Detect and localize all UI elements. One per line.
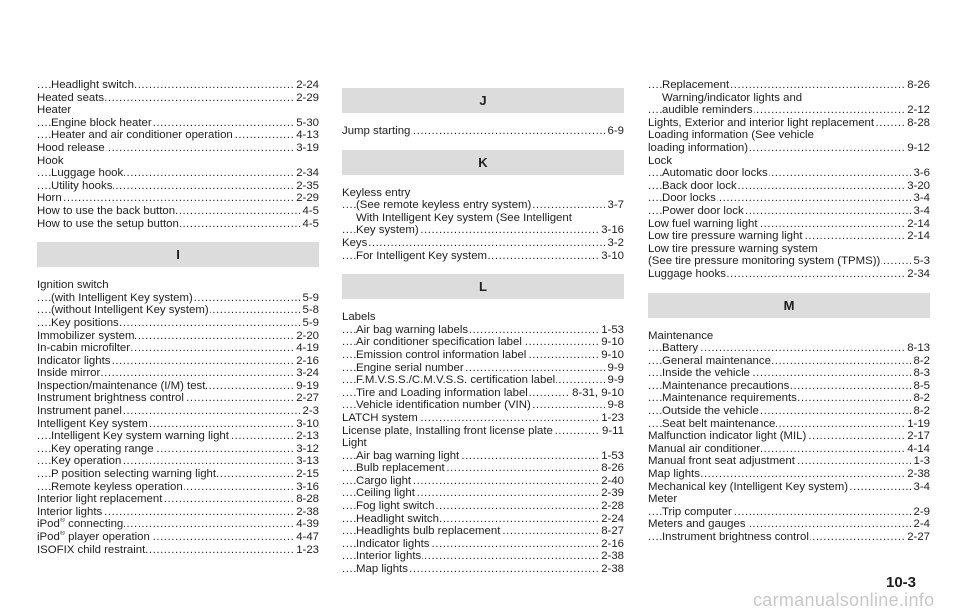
index-entry-text: Inspection/maintenance (I/M) test bbox=[37, 379, 206, 392]
index-entry-text: Ceiling light bbox=[356, 487, 415, 500]
index-entry-page: 9-8 bbox=[605, 399, 624, 412]
index-entry-page: 9-11 bbox=[599, 425, 624, 438]
index-entry[interactable] bbox=[342, 487, 624, 500]
index-entry-text: Keyless entry bbox=[342, 186, 411, 199]
index-entry-text: Labels bbox=[342, 311, 376, 324]
index-entry[interactable] bbox=[37, 342, 319, 355]
index-entry-page: 4-5 bbox=[300, 218, 319, 231]
index-entry-page: 3-10 bbox=[598, 250, 624, 263]
index-entry-page: 2-38 bbox=[598, 550, 624, 563]
index-entry-text: Heater bbox=[37, 104, 72, 117]
index-entry-page: 8-5 bbox=[911, 380, 930, 393]
index-entry[interactable] bbox=[342, 525, 624, 538]
index-entry[interactable] bbox=[648, 342, 930, 355]
index-entry-page: 8-26 bbox=[904, 79, 930, 92]
index-column-3 bbox=[648, 79, 930, 544]
index-entry-page: 2-9 bbox=[911, 506, 930, 519]
index-entry-page: 3-6 bbox=[911, 167, 930, 180]
index-entry-page: 2-16 bbox=[293, 355, 319, 368]
index-entry[interactable] bbox=[648, 142, 930, 155]
index-entry[interactable] bbox=[37, 292, 319, 305]
index-entry-text: Instrument panel bbox=[37, 405, 122, 418]
index-entry-page: 8-3 bbox=[911, 367, 930, 380]
index-entry[interactable] bbox=[648, 506, 930, 519]
index-entry-page: 4-14 bbox=[904, 443, 930, 456]
index-entry-text: Map lights bbox=[648, 468, 700, 481]
index-entry[interactable] bbox=[648, 405, 930, 418]
index-column-1 bbox=[37, 79, 319, 556]
index-entry-text: Maintenance requirements bbox=[662, 392, 797, 405]
index-entry[interactable] bbox=[37, 142, 319, 155]
index-entry-page: 8-28 bbox=[293, 493, 319, 506]
index-entry[interactable] bbox=[342, 336, 624, 349]
index-entry-text: Immobilizer system bbox=[37, 329, 135, 342]
index-entry[interactable] bbox=[648, 367, 930, 380]
index-entry-text: Maintenance bbox=[648, 329, 714, 342]
index-entry-text: Headlight switch bbox=[51, 79, 134, 91]
index-entry-text: Key system) bbox=[356, 224, 419, 237]
index-entry[interactable] bbox=[37, 430, 319, 443]
index-entry-page: 2-29 bbox=[293, 192, 319, 205]
index-entry-text: With Intelligent Key system (See Intelligent bbox=[356, 211, 572, 224]
index-entry-text: Engine block heater bbox=[51, 116, 152, 129]
index-entry-page: 2-34 bbox=[293, 167, 319, 180]
index-entry[interactable] bbox=[37, 443, 319, 456]
index-entry[interactable] bbox=[37, 167, 319, 180]
index-entry-page: 8-2 bbox=[911, 392, 930, 405]
index-entry[interactable] bbox=[342, 125, 624, 138]
index-entry-page: 1-53 bbox=[598, 450, 624, 463]
index-entry-text: Intelligent Key system bbox=[37, 417, 148, 430]
index-entry-text: Low fuel warning light bbox=[648, 217, 758, 230]
index-entry-page: 3-7 bbox=[605, 199, 624, 212]
index-entry-text: Meter bbox=[648, 493, 678, 506]
index-entry-text: Trip computer bbox=[662, 505, 732, 518]
index-entry-text: Light bbox=[342, 437, 367, 450]
index-entry-text: Mechanical key (Intelligent Key system) bbox=[648, 480, 849, 493]
index-entry[interactable] bbox=[648, 180, 930, 193]
index-entry-text: Air bag warning labels bbox=[356, 323, 469, 336]
index-entry-page: 2-38 bbox=[293, 506, 319, 519]
index-entry[interactable] bbox=[342, 450, 624, 463]
index-entry-page: 9-10 bbox=[598, 349, 624, 362]
index-entry-page: 8-28 bbox=[904, 117, 930, 130]
index-entry[interactable] bbox=[342, 224, 624, 237]
index-entry-page: 3-16 bbox=[293, 481, 319, 494]
index-entry-text: Map lights bbox=[356, 563, 408, 576]
index-entry[interactable] bbox=[342, 550, 624, 563]
index-entry-page: 3-13 bbox=[293, 455, 319, 468]
index-entry-page: 3-10 bbox=[293, 418, 319, 431]
index-entry-page: 2-38 bbox=[904, 468, 930, 481]
index-entry-text: Engine serial number bbox=[356, 361, 464, 374]
index-entry-page: 9-9 bbox=[605, 374, 624, 387]
index-entry[interactable] bbox=[648, 192, 930, 205]
index-entry-page: 2-12 bbox=[904, 104, 930, 117]
index-entry-text: Air bag warning light bbox=[356, 449, 460, 462]
page-number: 10-3 bbox=[886, 574, 917, 591]
index-entry[interactable] bbox=[342, 387, 624, 400]
index-entry-text: Horn bbox=[37, 192, 62, 205]
index-entry[interactable] bbox=[648, 243, 930, 256]
index-entry-page: 8-31, 9-10 bbox=[569, 387, 624, 400]
index-entry-page: 5-9 bbox=[300, 317, 319, 330]
index-entry[interactable] bbox=[37, 218, 319, 231]
index-entry[interactable] bbox=[648, 493, 930, 506]
index-entry-page: 2-34 bbox=[904, 268, 930, 281]
index-entry[interactable] bbox=[37, 205, 319, 218]
index-entry[interactable] bbox=[37, 117, 319, 130]
index-entry-text: Heater and air conditioner operation bbox=[51, 129, 233, 142]
index-entry[interactable] bbox=[648, 455, 930, 468]
index-entry-text: Bulb replacement bbox=[356, 462, 445, 475]
index-entry[interactable] bbox=[342, 462, 624, 475]
section-header-j: J bbox=[342, 88, 624, 113]
index-entry-text: Fog light switch bbox=[356, 500, 435, 513]
index-entry-text: Interior lights bbox=[356, 550, 422, 563]
index-entry-page: 2-27 bbox=[904, 531, 930, 544]
index-entry-page: 5-30 bbox=[293, 117, 319, 130]
index-entry[interactable] bbox=[342, 212, 624, 225]
index-entry[interactable] bbox=[37, 192, 319, 205]
index-entry-page: 9-10 bbox=[598, 336, 624, 349]
index-entry[interactable] bbox=[342, 412, 624, 425]
section-header-k: K bbox=[342, 150, 624, 175]
index-entry[interactable] bbox=[342, 425, 624, 438]
index-entry[interactable] bbox=[648, 392, 930, 405]
index-entry-page: 2-13 bbox=[293, 430, 319, 443]
index-entry-text: (See remote keyless entry system) bbox=[356, 199, 532, 212]
index-entry-page: 1-23 bbox=[293, 544, 319, 557]
index-entry-page: 2-14 bbox=[904, 230, 930, 243]
index-entry-text: Key positions bbox=[51, 316, 119, 329]
index-entry[interactable] bbox=[342, 250, 624, 263]
index-entry-page: 8-2 bbox=[911, 405, 930, 418]
index-entry-text: Heated seats bbox=[37, 91, 105, 104]
index-entry-text: Low tire pressure warning system bbox=[648, 242, 818, 255]
index-entry[interactable] bbox=[648, 518, 930, 531]
index-entry-page: 1-23 bbox=[598, 412, 624, 425]
index-entry-page: 2-17 bbox=[904, 430, 930, 443]
index-entry[interactable] bbox=[648, 117, 930, 130]
index-entry-page: 2-20 bbox=[293, 330, 319, 343]
index-entry[interactable] bbox=[37, 279, 319, 292]
index-entry[interactable] bbox=[342, 475, 624, 488]
index-entry-text: audible reminders bbox=[662, 104, 753, 117]
index-entry[interactable] bbox=[37, 380, 319, 393]
index-entry-text: (without Intelligent Key system) bbox=[51, 304, 209, 317]
index-entry[interactable] bbox=[648, 167, 930, 180]
index-entry-page: 2-35 bbox=[293, 180, 319, 193]
index-entry-page: 4-39 bbox=[293, 518, 319, 531]
index-entry-text: How to use the setup button bbox=[37, 217, 179, 230]
index-entry[interactable] bbox=[37, 367, 319, 380]
index-entry-page: 2-28 bbox=[598, 500, 624, 513]
index-entry-page: 8-2 bbox=[911, 355, 930, 368]
index-entry[interactable] bbox=[342, 187, 624, 200]
index-entry-text: Seat belt maintenance bbox=[662, 417, 776, 430]
index-entry-page: 2-4 bbox=[911, 518, 930, 531]
index-entry-text: Manual air conditioner bbox=[648, 442, 761, 455]
index-entry-page: 3-24 bbox=[293, 367, 319, 380]
index-entry-text: Remote keyless operation bbox=[51, 480, 183, 493]
index-entry-text: Luggage hook bbox=[51, 167, 124, 180]
index-entry[interactable] bbox=[342, 399, 624, 412]
index-entry[interactable] bbox=[37, 104, 319, 117]
index-entry-page: 3-4 bbox=[911, 192, 930, 205]
index-entry-page: 5-8 bbox=[300, 304, 319, 317]
index-entry[interactable] bbox=[648, 481, 930, 494]
watermark: carmanualsonline.info bbox=[753, 590, 935, 610]
index-entry-text: Power door lock bbox=[662, 204, 744, 217]
index-entry-text: Instrument brightness control bbox=[662, 531, 809, 543]
index-entry-text: Emission control information label bbox=[356, 348, 527, 361]
index-entry[interactable] bbox=[37, 493, 319, 506]
index-entry-page: 8-13 bbox=[904, 342, 930, 355]
index-entry-page: 9-9 bbox=[605, 362, 624, 375]
index-entry-page: 3-4 bbox=[911, 205, 930, 218]
index-entry-text: Hood release bbox=[37, 141, 105, 154]
index-entry-page: 8-26 bbox=[598, 462, 624, 475]
index-entry[interactable] bbox=[648, 104, 930, 117]
section-header-m: M bbox=[648, 293, 930, 318]
index-entry[interactable] bbox=[37, 392, 319, 405]
index-entry-text: Instrument brightness control bbox=[37, 392, 184, 405]
index-entry-text: (with Intelligent Key system) bbox=[51, 291, 193, 304]
index-entry-page: 3-16 bbox=[598, 224, 624, 237]
index-entry-page: 2-24 bbox=[598, 513, 624, 526]
index-entry-text: Key operating range bbox=[51, 442, 154, 455]
index-entry-page: 2-39 bbox=[598, 487, 624, 500]
index-entry[interactable] bbox=[342, 324, 624, 337]
index-entry[interactable] bbox=[648, 230, 930, 243]
index-entry[interactable] bbox=[37, 405, 319, 418]
index-entry-text: Malfunction indicator light (MIL) bbox=[648, 430, 807, 443]
index-entry[interactable] bbox=[648, 79, 930, 92]
index-entry-text: Loading information (See vehicle bbox=[648, 129, 814, 142]
index-entry-text: How to use the back button bbox=[37, 204, 176, 217]
index-entry[interactable] bbox=[37, 355, 319, 368]
index-entry[interactable] bbox=[648, 155, 930, 168]
index-entry-text: Interior light replacement bbox=[37, 493, 163, 506]
index-entry-page: 3-4 bbox=[911, 481, 930, 494]
section-header-i: I bbox=[37, 242, 319, 267]
index-entry[interactable] bbox=[648, 92, 930, 105]
index-entry-text: Automatic door locks bbox=[662, 167, 768, 180]
index-entry-page: 4-47 bbox=[293, 531, 319, 544]
index-entry[interactable] bbox=[648, 268, 930, 281]
index-entry[interactable] bbox=[37, 330, 319, 343]
index-entry-page: 1-3 bbox=[911, 455, 930, 468]
index-entry[interactable] bbox=[37, 418, 319, 431]
index-entry[interactable] bbox=[37, 481, 319, 494]
index-entry-page: 2-38 bbox=[598, 563, 624, 576]
index-entry-page: 1-53 bbox=[598, 324, 624, 337]
index-entry-page: 3-19 bbox=[293, 142, 319, 155]
index-entry-page: 3-2 bbox=[605, 237, 624, 250]
index-entry[interactable] bbox=[648, 443, 930, 456]
index-entry[interactable] bbox=[37, 79, 319, 92]
index-entry[interactable] bbox=[37, 468, 319, 481]
index-entry-text: Indicator lights bbox=[356, 537, 430, 550]
index-entry-page: 9-19 bbox=[293, 380, 319, 393]
index-entry-text: iPod® player operation bbox=[37, 531, 150, 543]
index-entry-text: Inside mirror bbox=[37, 367, 101, 380]
index-entry-text: Warning/indicator lights and bbox=[662, 91, 803, 104]
index-entry[interactable] bbox=[648, 205, 930, 218]
index-entry-page: 9-12 bbox=[904, 142, 930, 155]
index-entry-text: General maintenance bbox=[662, 354, 771, 367]
index-entry-text: Indicator lights bbox=[37, 354, 111, 367]
index-entry-text: Door locks bbox=[662, 192, 716, 205]
index-entry-text: (See tire pressure monitoring system (TPMS)) bbox=[648, 255, 881, 268]
index-entry[interactable] bbox=[342, 237, 624, 250]
index-entry-page: 4-5 bbox=[300, 205, 319, 218]
index-entry-text: Key operation bbox=[51, 455, 122, 468]
index-entry[interactable] bbox=[342, 349, 624, 362]
index-entry-text: P position selecting warning light bbox=[51, 468, 217, 481]
index-entry[interactable] bbox=[648, 380, 930, 393]
index-entry-page: 1-19 bbox=[904, 418, 930, 431]
index-entry-text: Interior lights bbox=[37, 505, 103, 518]
index-entry-text: Lights, Exterior and interior light replacement bbox=[648, 116, 875, 129]
index-entry[interactable] bbox=[342, 199, 624, 212]
index-entry[interactable] bbox=[37, 155, 319, 168]
index-entry[interactable] bbox=[342, 563, 624, 576]
index-entry-page: 2-27 bbox=[293, 392, 319, 405]
index-entry-text: Manual front seat adjustment bbox=[648, 455, 795, 468]
index-entry-page: 2-40 bbox=[598, 475, 624, 488]
index-entry[interactable] bbox=[342, 500, 624, 513]
index-entry-text: Low tire pressure warning light bbox=[648, 230, 803, 243]
index-entry[interactable] bbox=[37, 544, 319, 557]
section-header-l: L bbox=[342, 274, 624, 299]
index-entry[interactable] bbox=[342, 311, 624, 324]
index-entry[interactable] bbox=[342, 513, 624, 526]
index-entry-text: Tire and Loading information label bbox=[356, 386, 528, 399]
index-entry-text: Outside the vehicle bbox=[662, 405, 759, 418]
index-entry-text: Replacement bbox=[662, 79, 730, 91]
index-entry[interactable] bbox=[648, 468, 930, 481]
index-entry[interactable] bbox=[37, 317, 319, 330]
index-entry-page: 2-15 bbox=[293, 468, 319, 481]
index-entry[interactable] bbox=[342, 362, 624, 375]
index-entry-text: iPod® connecting bbox=[37, 518, 124, 531]
index-entry-text: Air conditioner specification label bbox=[356, 336, 522, 349]
index-entry-page: 3-20 bbox=[904, 180, 930, 193]
index-entry[interactable] bbox=[37, 518, 319, 531]
index-entry[interactable] bbox=[37, 531, 319, 544]
index-entry[interactable] bbox=[342, 374, 624, 387]
index-entry-page: 5-9 bbox=[300, 292, 319, 305]
index-entry-text: loading information) bbox=[648, 141, 749, 154]
index-entry-text: Luggage hooks bbox=[648, 267, 726, 280]
index-entry-page: 2-29 bbox=[293, 92, 319, 105]
index-entry-page: 4-19 bbox=[293, 342, 319, 355]
index-entry-page: 2-16 bbox=[598, 538, 624, 551]
index-entry-page: 2-3 bbox=[300, 405, 319, 418]
index-entry[interactable] bbox=[648, 218, 930, 231]
index-entry-text: For Intelligent Key system bbox=[356, 249, 488, 262]
index-entry[interactable] bbox=[648, 355, 930, 368]
index-entry-text: Battery bbox=[662, 342, 699, 355]
index-entry[interactable] bbox=[37, 455, 319, 468]
index-entry-text: Cargo light bbox=[356, 474, 412, 487]
index-entry-text: Inside the vehicle bbox=[662, 367, 751, 380]
index-entry[interactable] bbox=[648, 430, 930, 443]
index-entry[interactable] bbox=[37, 92, 319, 105]
index-entry[interactable] bbox=[37, 129, 319, 142]
index-entry[interactable] bbox=[37, 304, 319, 317]
index-entry-text: Headlight switch bbox=[356, 512, 439, 525]
index-entry-page: 5-3 bbox=[911, 255, 930, 268]
index-entry-text: LATCH system bbox=[342, 411, 418, 424]
index-entry-page: 8-27 bbox=[598, 525, 624, 538]
index-entry[interactable] bbox=[37, 506, 319, 519]
index-entry[interactable] bbox=[342, 437, 624, 450]
index-entry-text: Keys bbox=[342, 236, 368, 249]
index-entry-text: Meters and gauges bbox=[648, 518, 746, 531]
index-entry-text: Back door lock bbox=[662, 179, 737, 192]
index-entry[interactable] bbox=[648, 330, 930, 343]
index-entry-text: Ignition switch bbox=[37, 279, 109, 292]
index-entry[interactable] bbox=[37, 180, 319, 193]
index-entry-text: Lock bbox=[648, 154, 673, 167]
index-entry-text: Headlights bulb replacement bbox=[356, 525, 501, 538]
index-entry-page: 3-12 bbox=[293, 443, 319, 456]
index-entry[interactable] bbox=[648, 531, 930, 544]
index-entry-page: 4-13 bbox=[293, 129, 319, 142]
index-entry[interactable] bbox=[648, 418, 930, 431]
index-entry-text: In-cabin microfilter bbox=[37, 342, 131, 355]
index-entry[interactable] bbox=[648, 255, 930, 268]
index-entry-text: F.M.V.S.S./C.M.V.S.S. certification label bbox=[356, 374, 556, 387]
index-entry[interactable] bbox=[648, 129, 930, 142]
index-entry-text: ISOFIX child restraint bbox=[37, 543, 146, 556]
index-entry-page: 2-14 bbox=[904, 218, 930, 231]
index-entry-page: 6-9 bbox=[605, 125, 624, 138]
index-entry-text: Utility hooks bbox=[51, 179, 113, 192]
index-entry-page: 2-24 bbox=[293, 79, 319, 92]
index-column-2 bbox=[342, 78, 624, 576]
index-entry-text: Jump starting bbox=[342, 125, 411, 137]
index-entry-text: Hook bbox=[37, 154, 64, 167]
index-entry-text: License plate, Installing front license plate bbox=[342, 424, 553, 437]
index-entry-text: Vehicle identification number (VIN) bbox=[356, 399, 531, 412]
index-entry[interactable] bbox=[342, 538, 624, 551]
index-entry-text: Intelligent Key system warning light bbox=[51, 430, 229, 443]
index-entry-text: Maintenance precautions bbox=[662, 379, 790, 392]
